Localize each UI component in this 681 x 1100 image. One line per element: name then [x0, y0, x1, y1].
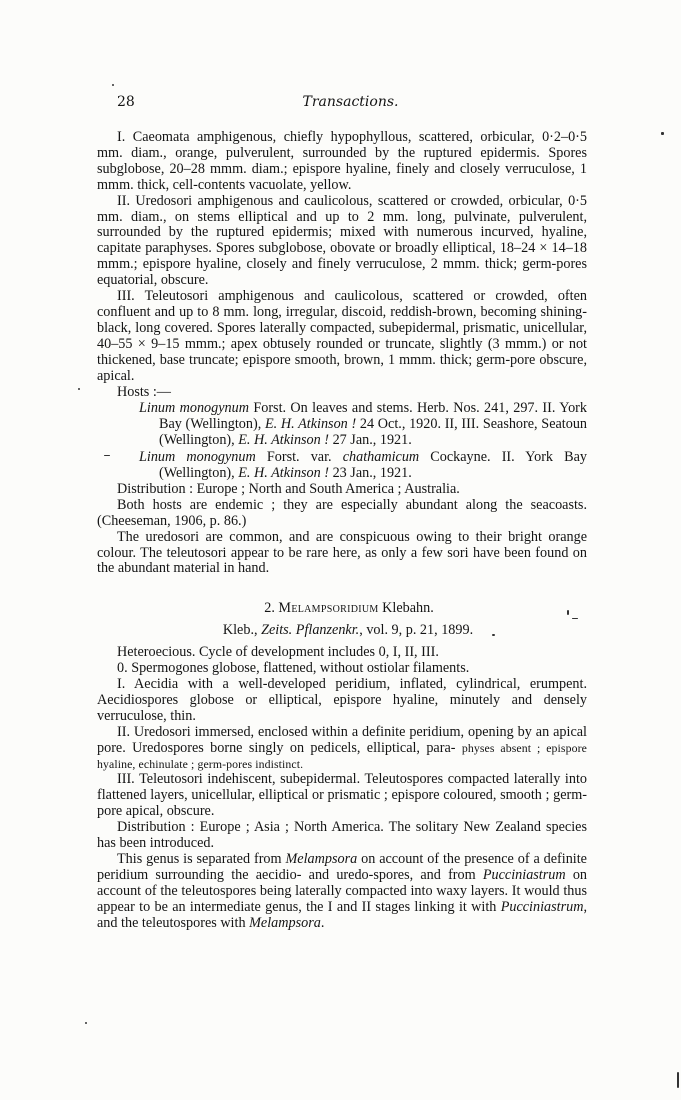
page-header: [117, 94, 584, 116]
running-title: Transactions.: [302, 94, 399, 110]
caeomata-paragraph: I. Caeomata amphigenous, chiefly hypophyllous, scattered, orbicular, 0·2–0·5 mm. diam., orange, pulverulent, surrounded by the ruptured epidermis. Spores subglobose, 20–28 mmm. diam.; epispore hyaline, finely and closely verruculose, 1 mmm. thick, cell-contents vacuolate, yellow.: [97, 129, 587, 193]
aecidia-paragraph: I. Aecidia with a well-developed peridium, inflated, cylindrical, erumpent. Aecidiospores globose or elliptical, epispore hyaline, minutely and densely verruculose, thin.: [97, 676, 587, 724]
separation-text-4: , and the teleutospores with: [97, 898, 587, 931]
host-entry-2: [97, 450, 587, 482]
host-2-text-2: Cockayne. II. York Bay (Wellington),: [159, 449, 587, 482]
teleutosori-paragraph: III. Teleutosori amphigenous and caulicolous, scattered or crowded, often confluent and up to 8 mm. long, irregular, discoid, reddish-brown, becoming shining-black, long covered. Spores laterally compacted, subepidermal, prismatic, unicellular, 40–55 × 9–15 mmm.; apex obtusely rounded or truncate, slightly (3 mmm.) or not thickened, base truncate; epispore smooth, brown, 1 mmm. thick; germ-pore obscure, apical.: [97, 288, 587, 384]
genus-number: 2.: [264, 600, 275, 617]
hosts-label: Hosts :—: [117, 383, 171, 400]
scan-speck: [661, 132, 664, 135]
heteroecious-paragraph: Heteroecious. Cycle of development includes 0, I, II, III.: [117, 644, 439, 661]
genus-heading: [97, 601, 587, 617]
reference-author: Kleb.,: [222, 622, 258, 639]
page-body: [97, 130, 587, 932]
host-2-variety: chathamicum: [342, 449, 420, 466]
scan-speck: [677, 1072, 679, 1088]
genus-name: Melampsoridium: [278, 600, 379, 617]
reference-rest: , vol. 9, p. 21, 1899.: [359, 622, 474, 639]
scan-speck: [112, 84, 114, 86]
scan-speck: [104, 455, 110, 456]
host-1-text-2: 24 Oct., 1920. II, III. Seashore, Seatoun (Wellington),: [159, 416, 588, 449]
genus-teleutosori-paragraph: III. Teleutosori indehiscent, subepidermal. Teleutospores compacted laterally into flattened layers, unicellular, elliptical or prismatic ; epispore coloured, smooth ; germ-pore apical, obscure.: [97, 771, 587, 820]
separation-text-2: on account of the presence of a definite peridium surrounding the aecidio- and uredo-spores, and from: [97, 850, 587, 883]
host-1-text-3: 27 Jan., 1921.: [329, 432, 412, 449]
separation-paragraph: [97, 852, 587, 932]
endemic-paragraph: Both hosts are endemic ; they are especially abundant along the seacoasts. (Cheeseman, 1906, p. 86.): [97, 496, 587, 529]
separation-text-5: .: [320, 914, 325, 931]
scan-speck: [85, 1022, 87, 1024]
conspicuous-paragraph: The uredosori are common, and are conspicuous owing to their bright orange colour. The teleutosori appear to be rare here, as only a few sori have been found on the abundant material in hand.: [97, 528, 587, 577]
genus-author: Klebahn.: [382, 600, 434, 617]
host-1-text-1: Forst. On leaves and stems. Herb. Nos. 241, 297. II. York Bay (Wellington),: [159, 400, 587, 433]
host-2-text-3: 23 Jan., 1921.: [329, 465, 412, 482]
scan-speck: [492, 634, 495, 636]
genus-uredosori-text-b: physes absent ; epispore hyaline, echinulate ; germ-pores indistinct.: [97, 740, 587, 771]
host-2-name: Linum monogynum: [139, 449, 256, 466]
page-number: 28: [117, 94, 135, 110]
scan-speck: [78, 388, 80, 390]
host-1-collector-1: E. H. Atkinson !: [264, 416, 357, 433]
separation-pucciniastrum-2: Pucciniastrum: [500, 898, 584, 915]
scan-speck: [572, 618, 578, 619]
separation-text-1: This genus is separated from: [117, 850, 286, 867]
separation-text-3: on account of the teleutospores being laterally compacted into waxy layers. It would thus appear to be an intermediate genus, the I and II stages linking it with: [97, 866, 588, 915]
uredosori-paragraph: II. Uredosori amphigenous and caulicolous, scattered or crowded, orbicular, 0·5 mm. diam., on stems elliptical and up to 2 mm. long, pulvinate, pulverulent, surrounded by the ruptured epidermis; mixed with numerous incurved, hyaline, capitate paraphyses. Spores subglobose, obovate or broadly elliptical, 18–24 × 14–18 mmm.; epispore hyaline, closely and finely verruculose, 2 mmm. thick; germ-pores equatorial, obscure.: [97, 192, 587, 289]
separation-melampsora-1: Melampsora: [285, 850, 358, 867]
genus-uredosori-paragraph: [97, 725, 587, 773]
host-entry-1: [97, 401, 587, 449]
separation-melampsora-2: Melampsora: [249, 914, 321, 931]
host-2-text-1: Forst. var.: [255, 449, 343, 466]
scan-speck: [567, 610, 569, 615]
host-1-name: Linum monogynum: [139, 400, 249, 417]
spermogones-paragraph: 0. Spermogones globose, flattened, without ostiolar filaments.: [117, 660, 470, 677]
host-2-collector: E. H. Atkinson !: [238, 465, 330, 482]
host-1-collector-2: E. H. Atkinson !: [238, 432, 330, 449]
genus-uredosori-text-a: II. Uredosori immersed, enclosed within a definite peridium, opening by an apical pore. Uredospores borne singly on pedicels, elliptical, para-: [97, 723, 587, 756]
genus-reference: [97, 623, 587, 639]
genus-distribution-paragraph: Distribution : Europe ; Asia ; North America. The solitary New Zealand species has been introduced.: [97, 819, 587, 852]
reference-journal: Zeits. Pflanzenkr.: [261, 622, 360, 639]
separation-pucciniastrum-1: Pucciniastrum: [482, 866, 566, 883]
distribution-paragraph: Distribution : Europe ; North and South America ; Australia.: [117, 480, 460, 497]
